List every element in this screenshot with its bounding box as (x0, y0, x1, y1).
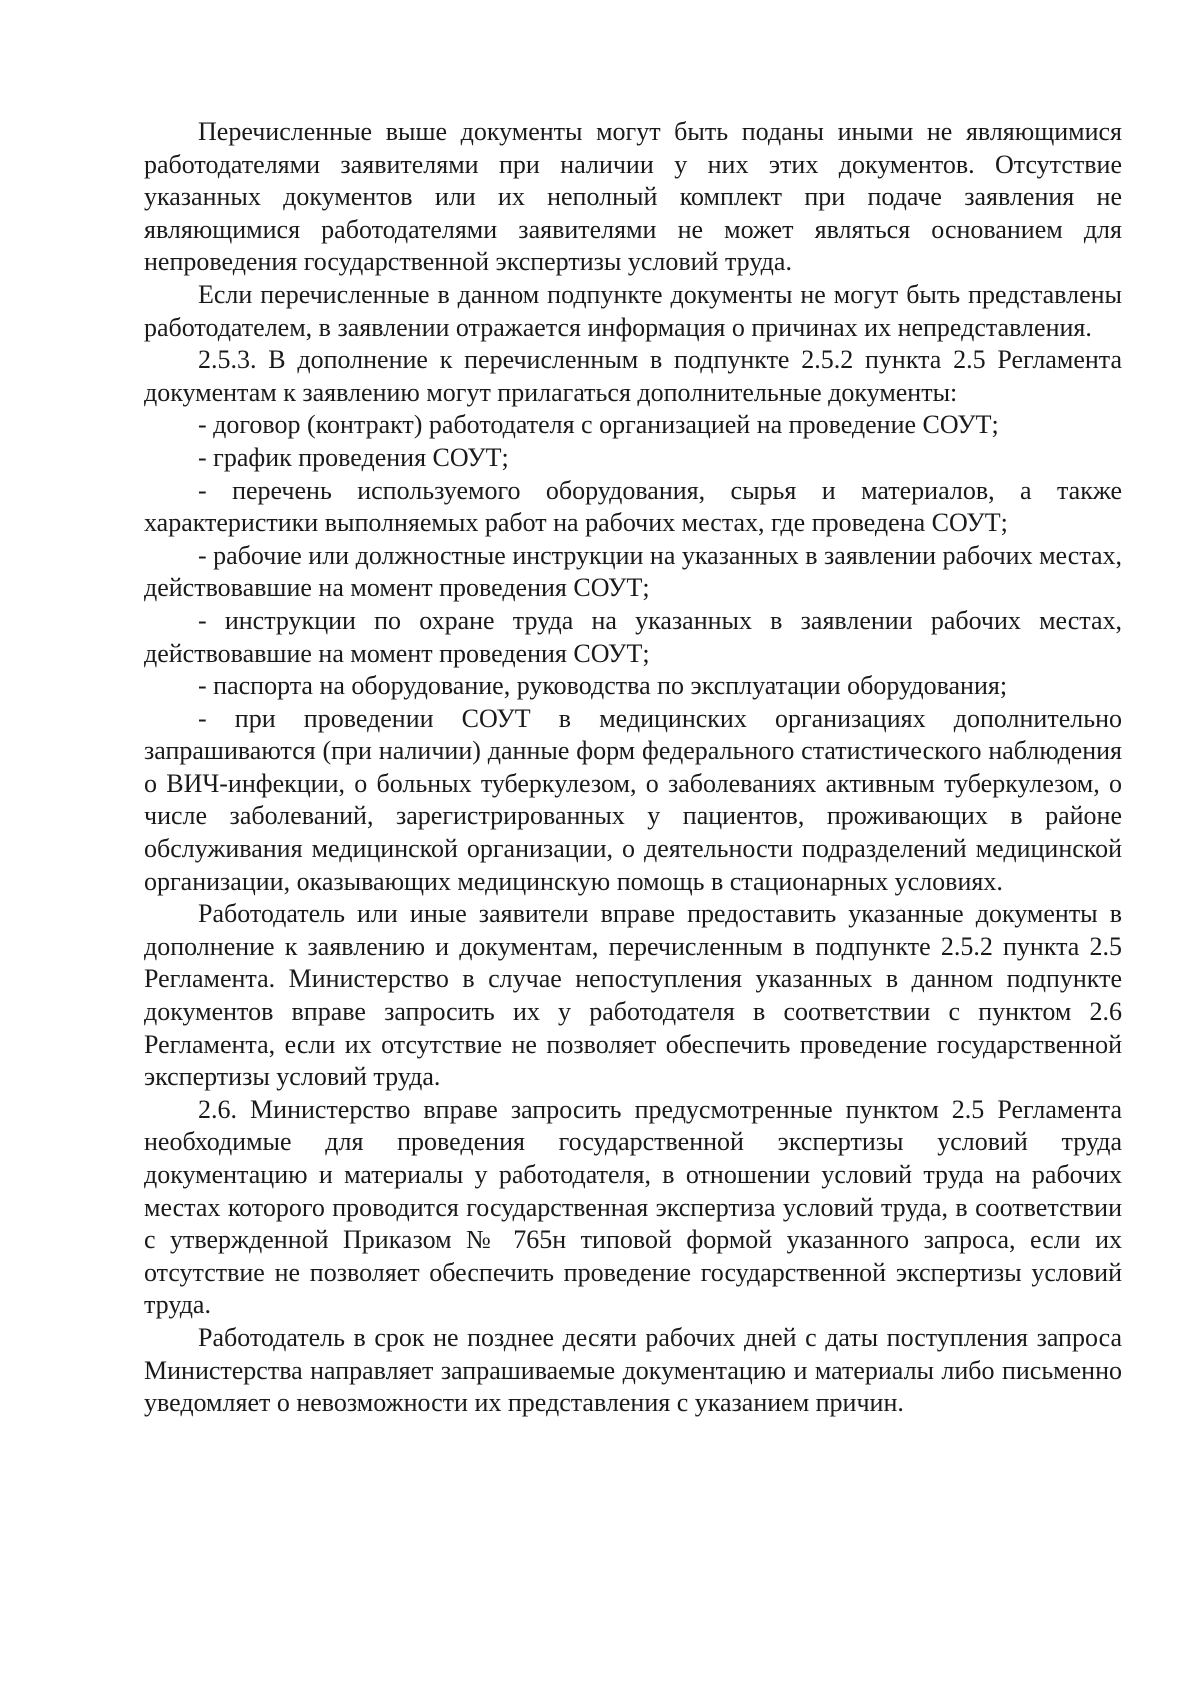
document-page (144, 116, 1122, 1420)
list-item-equipment-list: - перечень используемого оборудования, сырья и материалов, а также характеристики выполняемых работ на рабочих местах, где проведена СОУТ; (144, 475, 1122, 538)
paragraph-employer-deadline: Работодатель в срок не позднее десяти рабочих дней с даты поступления запроса Министерства направляет запрашиваемые документацию и материалы либо письменно уведомляет о невозможности их представления с указанием причин. (144, 1322, 1122, 1418)
list-item-contract: - договор (контракт) работодателя с организацией на проведение СОУТ; (198, 410, 999, 440)
paragraph-employer-right: Работодатель или иные заявители вправе предоставить указанные документы в дополнение к заявлению и документам, перечисленным в подпункте 2.5.2 пункта 2.5 Регламента. Министерство в случае непоступления указанных в данном подпункте документов вправе запросить их у работодателя в соответствии с пунктом 2.6 Регламента, если их отсутствие не позволяет обеспечить проведение государственной экспертизы условий труда. (144, 899, 1122, 1092)
list-item-safety-instructions: - инструкции по охране труда на указанных в заявлении рабочих местах, действовавшие на момент проведения СОУТ; (144, 605, 1122, 668)
paragraph-section-2-6: 2.6. Министерство вправе запросить предусмотренные пунктом 2.5 Регламента необходимые для проведения государственной экспертизы условий труда документацию и материалы у работодателя, в отношении условий труда на рабочих местах которого проводится государственная экспертиза условий труда, в соответствии с утвержденной Приказом № 765н типовой формой указанного запроса, если их отсутствие не позволяет обеспечить проведение государственной экспертизы условий труда. (144, 1094, 1122, 1320)
list-item-equipment-passports: - паспорта на оборудование, руководства по эксплуатации оборудования; (198, 671, 1008, 701)
list-item-schedule: - график проведения СОУТ; (198, 442, 509, 472)
list-item-medical-organizations: - при проведении СОУТ в медицинских организациях дополнительно запрашиваются (при наличии) данные форм федерального статистического наблюдения о ВИЧ-инфекции, о больных туберкулезом, о заболеваниях активным туберкулезом, о числе заболеваний, зарегистрированных у пациентов, проживающих в районе обслуживания медицинской организации, о деятельности подразделений медицинской организации, оказывающих медицинскую помощь в стационарных условиях. (144, 703, 1122, 896)
paragraph-section-2-5-3: 2.5.3. В дополнение к перечисленным в подпункте 2.5.2 пункта 2.5 Регламента документам к заявлению могут прилагаться дополнительные документы: (144, 345, 1122, 407)
list-item-job-instructions: - рабочие или должностные инструкции на указанных в заявлении рабочих местах, действовавшие на момент проведения СОУТ; (144, 540, 1122, 603)
paragraph-unavailable-documents: Если перечисленные в данном подпункте документы не могут быть представлены работодателем, в заявлении отражается информация о причинах их непредставления. (144, 279, 1122, 342)
paragraph-alternative-applicants: Перечисленные выше документы могут быть поданы иными не являющимися работодателями заявителями при наличии у них этих документов. Отсутствие указанных документов или их неполный комплект при подаче заявления не являющимися работодателями заявителями не может являться основанием для непроведения государственной экспертизы условий труда. (144, 117, 1122, 277)
